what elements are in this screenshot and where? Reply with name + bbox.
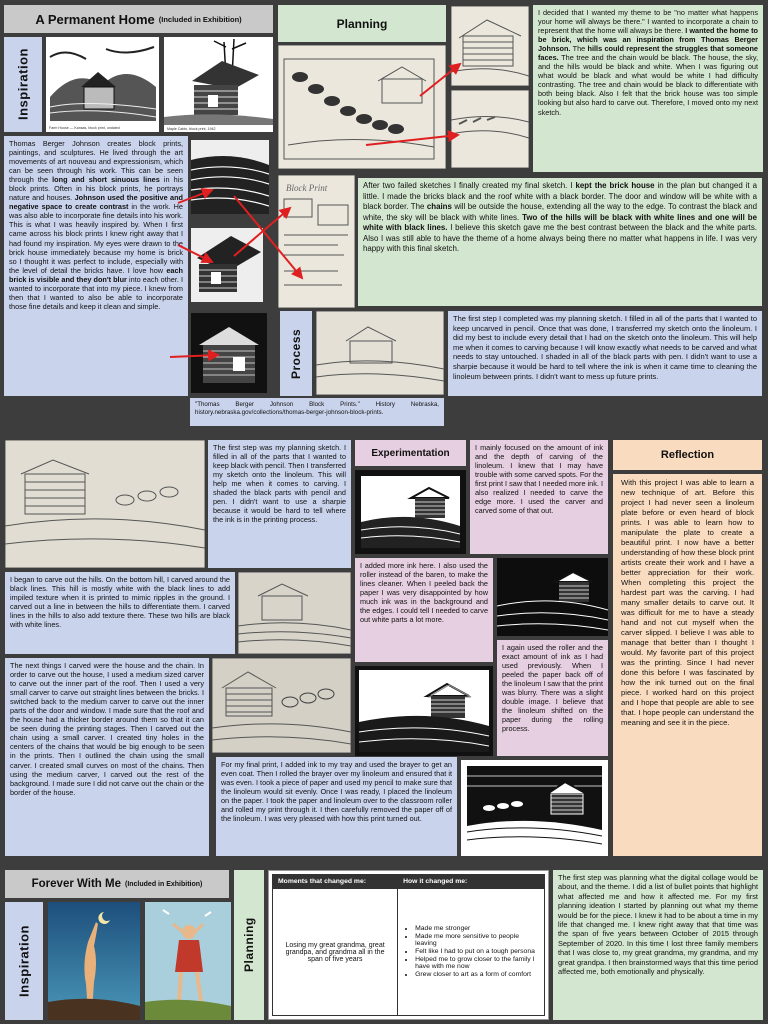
process-step1-text: The first step was my planning sketch. I filled in all of the parts that I wanted to keep black with pencil. Then I transferred my sketch onto the linoleum. This will help me when it comes to carving. I shaded the black parts with pencil and pen. I didn't want to use a sharpie because it would be hard to tell where the ink is in the printing process.: [208, 440, 351, 568]
reflection-text: With this project I was able to learn a new technique of art. Before this project I had never seen a linoleum plate before or even heard of block prints. I was able to learn how to manipulate the plate to create a beautiful print. I now have a better understanding of how these block print artists create their work and I have a better appreciation for their work. When completing this project the hardest part was the carving. I had many smaller details to carve out. It was difficult for me to have a steady hand and not cut myself when the carver slipped. I believe I was able to manage that better than I thought I would. My favorite part of this project was the printing. Since I had never done this before I was fascinated by how the ink turned out on the final piece. I worked hard on this project and I hope that people are able to see that. I hope people can understand the meaning and see it in the piece.: [613, 474, 762, 856]
list-item: • Made me stronger: [415, 925, 539, 932]
hills-carving-photo: [238, 572, 351, 654]
inspiration-detail-brick-house: [191, 313, 267, 393]
process-label-panel: [280, 311, 312, 396]
inspiration-detail-cabin: [191, 228, 263, 302]
detail-hills-image: [191, 140, 269, 214]
list-item: • Felt like I had to put on a tough persona: [415, 948, 539, 955]
forever-planning-label-panel: [234, 870, 264, 1020]
inspiration-text-segment: in his block prints. Often in his block prints, he portrays nature and houses.: [9, 175, 184, 203]
table-header-changes: How it changed me:: [398, 875, 545, 889]
reflection-title: Reflection: [660, 449, 715, 461]
inspiration-label-panel: [4, 37, 42, 132]
planning-sketch-main: [278, 45, 446, 169]
inspiration-cabin-print: [164, 37, 273, 132]
farmhouse-caption: Farm House — Kansas, block print, undated: [49, 126, 120, 130]
forever-title-bar: [5, 870, 229, 898]
inspiration-label: Inspiration: [15, 48, 31, 121]
block-print-sketch-image: [278, 175, 355, 308]
planning-text-segment: I wanted the home to be brick, which was an inspiration from Thomas Berger Johnson.: [538, 26, 758, 54]
planning-text: [533, 5, 763, 172]
inspiration-text-segment: into each other. I wanted to incorporate that into my piece. I knew from then that I wanted to also be able to incorporate those fine details and keep it clean and simple.: [9, 274, 183, 311]
experiment-text-2: I added more ink here. I also used the roller instead of the baren, to make the lines cleaner. When I peeled back the paper I was very disappointed by how much ink was in the background and the edges. I could tell I needed to carve out white parts a lot more.: [355, 558, 493, 662]
inspiration-text-segment: long and short sinuous lines: [52, 175, 160, 185]
block-print-sketch-label: Block Print: [286, 183, 328, 193]
hills-carving-image: [238, 572, 351, 654]
final-sketch-text: [358, 178, 762, 306]
experimentation-title: Experimentation: [371, 447, 450, 459]
changes-cell: [398, 889, 545, 1016]
experiment-text-1: I mainly focused on the amount of ink and the depth of carving of the linoleum. I knew that I may have trouble with some carved spots. For the first print I saw that I needed more ink. I also realized I needed to carve the edge more. I used the carver and carved some of that out.: [470, 440, 608, 554]
moment-cell: Losing my great grandma, great grandpa, and grandma all in the span of five years: [273, 889, 398, 1016]
planning-chain-sketch: [278, 45, 446, 169]
house-carving-text: The next things I carved were the house and the chain. In order to carve out the house, I used a medium sized carver to carve out the inner part of the roof. Then I used a very small carver to carve out straight lines between the bricks. I switched back to the medium carver to carve out the inner parts of the door and window. I made sure that the roof and the house had a thicker border around them so that it can be seen during the printing stages. Then I carved out the chain using a small carver. I created tiny holes in the centers of the chains that would be big enough to be seen in the prints. Then I outlined the chain using the small carver. I created small curves on most of the chains. Then using the medium carver, I carved out the rest of the background. I made sure I did not carve out the chain or the border of the house.: [5, 658, 209, 856]
forever-title: Forever With Me: [31, 878, 121, 890]
linoleum-sketch-photo: [5, 440, 205, 568]
planning-header: [278, 5, 446, 42]
section-subtitle: (Included in Exhibition): [158, 14, 242, 24]
forever-inspiration-painting-2: [145, 902, 231, 1020]
house-carving-image: [212, 658, 351, 753]
planning-title: Planning: [336, 16, 388, 31]
planning-text-segment: The tree and the chain would be black. The house, the sky, and the hills would be black and white. When I was figuring out what would be black and what would be white I had difficulty contrasting. The tree and chain would be black to differentiate with both being black. Also I felt that the brick house was too simple looking but also hard to carve out. Therefore, I moved onto my next sketch.: [538, 53, 758, 117]
farmhouse-print-image: [46, 37, 159, 132]
planning-text-segment: I decided that I wanted my theme to be "no matter what happens your home will always be there." I wanted to incorporate a chain to represent that the home will always be there.: [538, 8, 758, 36]
experiment-text-3: I again used the roller and the exact amount of ink as I had used previously. When I peeled the paper back off of the linoleum I saw that the print was blurry. There was a slight double image. I believe that the linoleum shifted on the paper during the rolling process.: [497, 640, 608, 756]
forever-planning-text: The first step was planning what the digital collage would be about, and the theme. I did a list of bullet points that highlight what affected me and how it affected me. For my first planning ideation I started by planning out what my theme would be for the piece. I knew it had to be about a time in my life that changed me. I knew right away that that time was the span of five years between October of 2015 through September of 2020. In this time I lost three family members that I was close to, my great grandma, my grandma, and my great grandpa. I then brainstormed ways that this time period affected me, both emotionally and physically.: [553, 870, 763, 1020]
final-sketch-text-segment: chains: [426, 202, 452, 211]
planning-text-segment: hills could represent the struggles that someone faces.: [538, 44, 758, 63]
experiment-print-1: [355, 470, 466, 554]
forever-inspiration-label: Inspiration: [16, 925, 32, 997]
house-carving-photo: [212, 658, 351, 753]
detail-brick-image: [191, 313, 267, 393]
moments-table-panel: [268, 870, 549, 1020]
section-title: A Permanent Home: [35, 11, 155, 27]
inspiration-text-segment: in the work. He was also able to incorporate fine details into his work. This is what I was heavily inspired by. When I first came across his block prints I knew right away that I had found my inspiration. My eyes were drawn to the brick house immediately because my home is brick so I thought it was perfect to include, especially with the level of detail the bricks have. I love how: [9, 202, 183, 275]
painting-2-image: [145, 902, 231, 1020]
final-sketch-text-segment: I believe this sketch gave me the best contrast between the black and the white parts. Also I was still able to have the theme of a home always being there no matter what happens in life. I was very happy with this final sketch.: [363, 223, 757, 253]
painting-1-image: [48, 902, 140, 1020]
block-print-sketch: [278, 175, 355, 308]
forever-planning-label: Planning: [242, 917, 256, 973]
final-print-photo: [461, 760, 608, 856]
planning-hill-sketch: [451, 90, 529, 168]
inspiration-text-segment: Johnson used the positive and negative space to create contrast: [9, 193, 183, 212]
detail-cabin-image: [191, 228, 263, 302]
cabin-print-image: [164, 37, 273, 132]
forever-inspiration-painting-1: [48, 902, 140, 1020]
process-label: Process: [289, 328, 303, 379]
changes-list: [403, 925, 539, 978]
inspiration-text-segment: Thomas Berger Johnson creates block prints, paintings, and sculptures. He lived through the art movements of art nouveau and expressionism, which can be seen through his work. This can be seen through the: [9, 139, 183, 185]
experiment-print-1-image: [355, 470, 466, 554]
permanent-home-title-bar: [4, 5, 273, 33]
final-sketch-text-segment: in the plan but changed it a little. I made the bricks black and the roof white with a black border. The door and window will be white with a black border. The: [363, 181, 757, 211]
inspiration-text-segment: each brick is visible and they don't blur: [9, 265, 183, 284]
citation: "Thomas Berger Johnson Block Prints." History Nebraska, history.nebraska.gov/collections/thomas-berger-johnson-block-prints.: [190, 398, 444, 426]
experimentation-header: [355, 440, 466, 466]
list-item: • Made me more sensitive to people leaving: [415, 933, 539, 947]
inspiration-detail-hills: [191, 140, 269, 214]
planning-house-sketch: [451, 6, 529, 86]
final-sketch-text-segment: kept the brick house: [575, 181, 655, 190]
reflection-header: [613, 440, 762, 470]
cabin-caption: Maple Cabin, block print, 1942: [167, 127, 216, 131]
list-item: • Helped me to grow closer to the family I have with me now: [415, 956, 539, 970]
moments-table: [272, 874, 545, 1016]
planning-text-segment: The: [570, 44, 588, 54]
experiment-print-2: [497, 558, 608, 636]
experiment-print-2-image: [497, 558, 608, 636]
process-sketch-image: [316, 311, 444, 395]
process-sketch-photo: [316, 311, 444, 395]
inspiration-farmhouse-print: [46, 37, 159, 132]
final-print-image: [461, 760, 608, 856]
inspiration-text: [4, 136, 188, 396]
experiment-print-3-image: [355, 666, 493, 756]
table-row: [273, 889, 545, 1016]
planning-sketch-thumb-2: [451, 90, 529, 168]
experiment-print-3: [355, 666, 493, 756]
process-text: The first step I completed was my planning sketch. I filled in all of the parts that I wanted to keep uncarved in pencil. Once that was done, I transferred my sketch onto the linoleum. I did my best to include every detail that I had on the sketch onto the linoleum. This will help me when it comes to carving because I will know exactly what needs to be carved and what needs to stay untouched. I shaded in all of the black parts with pen. I didn't want to use a sharpie because it would be hard to tell where the ink is when it came time to cleaning the linoleum between prints. I didn't want to mess up future prints.: [448, 311, 762, 396]
planning-sketch-thumb-1: [451, 6, 529, 86]
table-header-moments: Moments that changed me:: [273, 875, 398, 889]
final-sketch-text-segment: will be outside the house, extending all the way to the edge. To contrast the black and white, the sky will be black with white lines.: [363, 202, 757, 222]
final-print-text: For my final print, I added ink to my tray and used the brayer to get an even coat. Then I rolled the brayer over my linoleum and ensured that it was even. I took a piece of paper and used my pencil to make sure that the linoleum would sit evenly. Once I was ready, I placed the linoleum on the paper. I took the paper and linoleum over to the classroom roller and rolled my print through it. I then carefully removed the paper off of the linoleum. I was very pleased with how this print turned out.: [216, 757, 457, 856]
forever-subtitle: (Included in Exhibition): [124, 880, 203, 888]
linoleum-sketch-image: [5, 440, 205, 568]
hills-carving-text: I began to carve out the hills. On the bottom hill, I carved around the black lines. This hill is mostly white with the black lines to add impiled texture when it is printed to mimic ripples in the ground. I carved out a line in between the hills to differentiate them. I carved lines in the hills to also add texture there. These two hills are black with white lines.: [5, 572, 235, 654]
list-item: • Grew closer to art as a form of comfort: [415, 971, 539, 978]
forever-inspiration-label-panel: [5, 902, 43, 1020]
final-sketch-text-segment: After two failed sketches I finally created my final sketch. I: [363, 181, 576, 190]
final-sketch-text-segment: Two of the hills will be black with white lines and one will be white with black lines.: [363, 212, 757, 232]
